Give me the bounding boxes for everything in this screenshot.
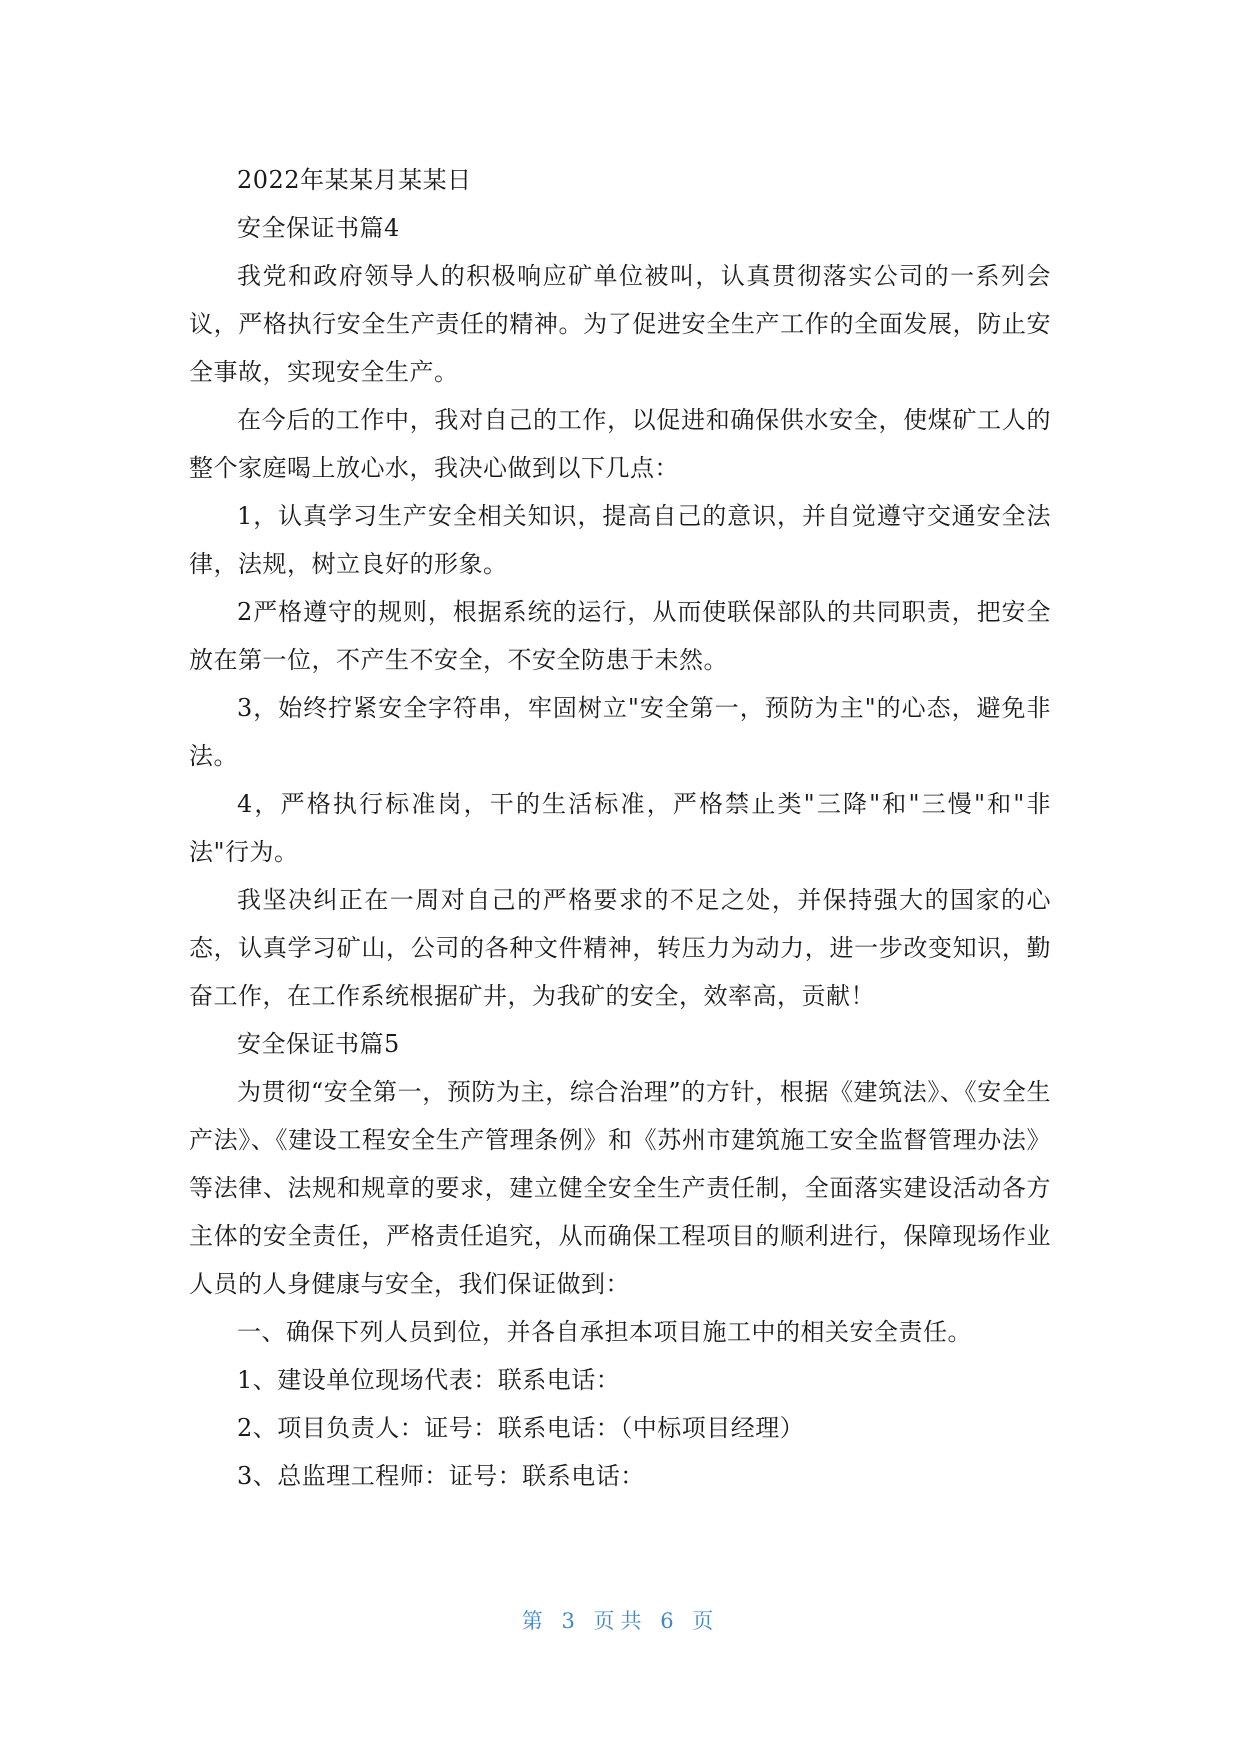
total-pages-number: 6: [660, 1609, 680, 1633]
document-body: [189, 156, 1051, 1500]
list-item: 2、项目负责人：证号：联系电话：（中标项目经理）: [237, 1414, 805, 1442]
paragraph: 我党和政府领导人的积极响应矿单位被叫，认真贯彻落实公司的一系列会议，严格执行安全生产责任的精神。为了促进安全生产工作的全面发展，防止安全事故，实现安全生产。: [189, 262, 1051, 386]
date-line: 2022年某某月某某日: [237, 166, 472, 194]
list-item: 2严格遵守的规则，根据系统的运行，从而使联保部队的共同职责，把安全放在第一位，不产生不安全，不安全防患于未然。: [189, 598, 1051, 674]
list-item: 1、建设单位现场代表：联系电话：: [237, 1366, 621, 1394]
current-page-number: 3: [561, 1609, 581, 1633]
page-footer: [0, 1605, 1241, 1635]
paragraph: 在今后的工作中，我对自己的工作，以促进和确保供水安全，使煤矿工人的整个家庭喝上放心水，我决心做到以下几点：: [189, 406, 1051, 482]
page-label-middle: 页共: [593, 1609, 648, 1633]
list-item: 1，认真学习生产安全相关知识，提高自己的意识，并自觉遵守交通安全法律，法规，树立良好的形象。: [189, 502, 1051, 578]
paragraph: 我坚决纠正在一周对自己的严格要求的不足之处，并保持强大的国家的心态，认真学习矿山，公司的各种文件精神，转压力为动力，进一步改变知识，勤奋工作，在工作系统根据矿井，为我矿的安全，效率高，贡献！: [189, 886, 1051, 1010]
page-label-prefix: 第: [521, 1609, 549, 1633]
page-label-suffix: 页: [692, 1609, 720, 1633]
paragraph: 一、确保下列人员到位，并各自承担本项目施工中的相关安全责任。: [237, 1318, 972, 1346]
section-title-4: 安全保证书篇4: [237, 214, 400, 242]
section-title-5: 安全保证书篇5: [237, 1030, 400, 1058]
list-item: 4，严格执行标准岗，干的生活标准，严格禁止类"三降"和"三慢"和"非法"行为。: [189, 790, 1051, 866]
paragraph: 为贯彻“安全第一，预防为主，综合治理”的方针，根据《建筑法》、《安全生产法》、《建设工程安全生产管理条例》和《苏州市建筑施工安全监督管理办法》等法律、法规和规章的要求，建立健全安全生产责任制，全面落实建设活动各方主体的安全责任，严格责任追究，从而确保工程项目的顺利进行，保障现场作业人员的人身健康与安全，我们保证做到：: [189, 1078, 1051, 1298]
list-item: 3、总监理工程师：证号：联系电话：: [237, 1462, 645, 1490]
list-item: 3，始终拧紧安全字符串，牢固树立"安全第一，预防为主"的心态，避免非法。: [189, 694, 1051, 770]
